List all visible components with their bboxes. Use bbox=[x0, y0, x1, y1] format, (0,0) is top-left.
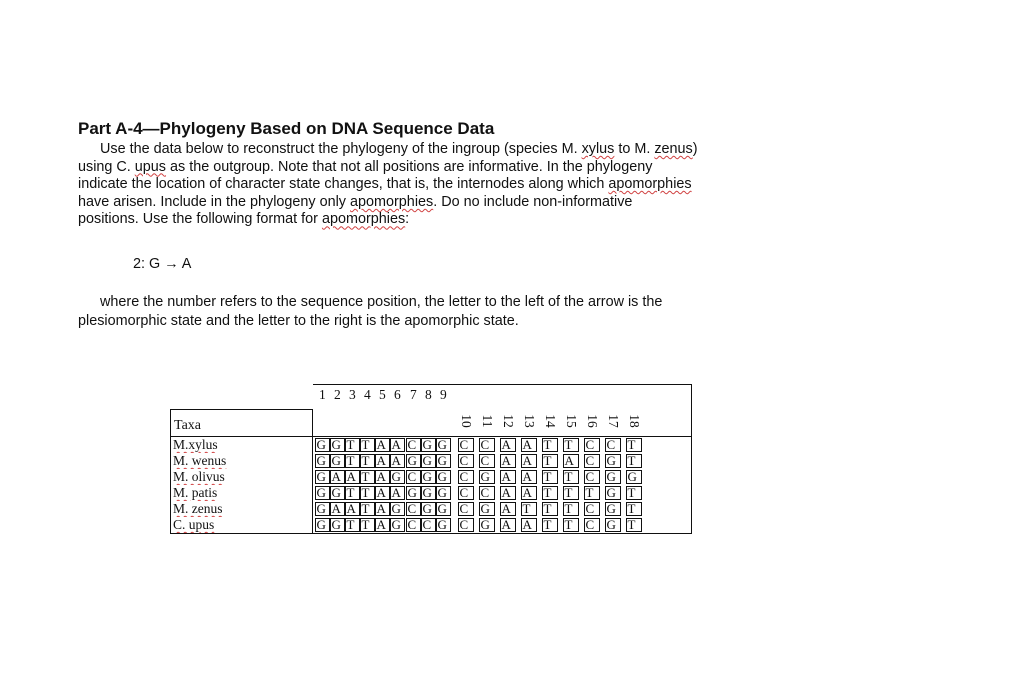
base-cell: G bbox=[390, 470, 405, 484]
base-cell: G bbox=[605, 502, 621, 516]
base-cell: G bbox=[626, 470, 642, 484]
position-number-9: 9 bbox=[440, 387, 447, 402]
base-cell: C bbox=[458, 486, 474, 500]
base-cell: T bbox=[345, 486, 360, 500]
explanation-line-2: plesiomorphic state and the letter to the right is the apomorphic state. bbox=[78, 313, 519, 329]
base-cell: C bbox=[458, 438, 474, 452]
format-example: 2: G → A bbox=[133, 256, 192, 272]
base-cell: C bbox=[406, 518, 421, 532]
base-cell: C bbox=[406, 470, 421, 484]
base-cell: C bbox=[584, 502, 600, 516]
base-cell: G bbox=[406, 486, 421, 500]
base-cell: T bbox=[563, 438, 579, 452]
base-cell: T bbox=[542, 438, 558, 452]
sequence-bases bbox=[313, 437, 692, 453]
taxon-name: C. upus bbox=[171, 517, 313, 533]
base-cell: T bbox=[626, 518, 642, 532]
base-cell: A bbox=[500, 454, 516, 468]
base-cell: T bbox=[542, 486, 558, 500]
base-cell: G bbox=[421, 486, 436, 500]
explanation-line-1: where the number refers to the sequence position, the letter to the left of the arrow is the bbox=[100, 294, 663, 310]
base-cell: T bbox=[521, 502, 537, 516]
base-cell: G bbox=[436, 502, 451, 516]
base-cell: T bbox=[345, 518, 360, 532]
instructions-line-4: have arisen. Include in the phylogeny only apomorphies. Do no include non-informative bbox=[78, 193, 633, 210]
base-cell: G bbox=[315, 502, 330, 516]
base-cell: G bbox=[436, 486, 451, 500]
base-cell: T bbox=[563, 502, 579, 516]
sequence-bases bbox=[313, 485, 692, 501]
base-cell: C bbox=[584, 454, 600, 468]
base-cell: C bbox=[584, 438, 600, 452]
base-cell: T bbox=[626, 438, 642, 452]
base-cell: A bbox=[521, 486, 537, 500]
explanation-paragraph bbox=[78, 293, 838, 331]
position-number-1: 1 bbox=[319, 387, 326, 402]
base-cell: G bbox=[315, 486, 330, 500]
base-cell: A bbox=[521, 518, 537, 532]
instructions-line-2: using C. upus as the outgroup. Note that not all positions are informative. In the phylogeny bbox=[78, 158, 653, 175]
taxon-name: M. wenus bbox=[171, 453, 313, 469]
base-cell: G bbox=[605, 486, 621, 500]
base-cell: C bbox=[406, 502, 421, 516]
position-number-6: 6 bbox=[394, 387, 401, 402]
base-cell: G bbox=[605, 470, 621, 484]
base-cell: A bbox=[563, 454, 579, 468]
base-cell: A bbox=[390, 486, 405, 500]
base-cell: T bbox=[563, 486, 579, 500]
position-number-7: 7 bbox=[410, 387, 417, 402]
taxon-name: M. olivus bbox=[171, 469, 313, 485]
base-cell: T bbox=[360, 438, 375, 452]
base-cell: A bbox=[500, 502, 516, 516]
base-cell: T bbox=[563, 518, 579, 532]
table-row bbox=[171, 469, 691, 485]
base-cell: C bbox=[605, 438, 621, 452]
base-cell: T bbox=[542, 470, 558, 484]
base-cell: G bbox=[436, 438, 451, 452]
base-cell: G bbox=[605, 454, 621, 468]
base-cell: A bbox=[375, 438, 390, 452]
base-cell: T bbox=[542, 502, 558, 516]
taxa-header-label: Taxa bbox=[174, 418, 202, 433]
base-cell: C bbox=[584, 518, 600, 532]
table-row bbox=[171, 453, 691, 469]
base-cell: T bbox=[563, 470, 579, 484]
base-cell: G bbox=[315, 454, 330, 468]
base-cell: G bbox=[421, 502, 436, 516]
base-cell: A bbox=[500, 518, 516, 532]
instructions-line-1: Use the data below to reconstruct the phylogeny of the ingroup (species M. xylus to M. zenus) bbox=[100, 141, 698, 157]
base-cell: G bbox=[406, 454, 421, 468]
base-cell: G bbox=[390, 502, 405, 516]
base-cell: G bbox=[436, 470, 451, 484]
base-cell: A bbox=[521, 470, 537, 484]
base-cell: G bbox=[330, 438, 345, 452]
base-cell: C bbox=[479, 486, 495, 500]
position-number-15: 15 bbox=[563, 414, 579, 428]
base-cell: T bbox=[360, 470, 375, 484]
position-number-18: 18 bbox=[626, 414, 642, 428]
base-cell: T bbox=[345, 454, 360, 468]
position-number-13: 13 bbox=[521, 414, 537, 428]
base-cell: A bbox=[345, 502, 360, 516]
base-cell: C bbox=[458, 470, 474, 484]
base-cell: A bbox=[521, 454, 537, 468]
base-cell: G bbox=[421, 438, 436, 452]
position-number-10: 10 bbox=[458, 414, 474, 428]
base-cell: C bbox=[584, 470, 600, 484]
base-cell: C bbox=[479, 454, 495, 468]
base-cell: G bbox=[479, 502, 495, 516]
base-cell: G bbox=[315, 518, 330, 532]
position-number-4: 4 bbox=[364, 387, 371, 402]
base-cell: A bbox=[500, 486, 516, 500]
base-cell: C bbox=[458, 502, 474, 516]
base-cell: A bbox=[375, 470, 390, 484]
table-row bbox=[171, 437, 691, 453]
base-cell: T bbox=[360, 518, 375, 532]
sequence-bases bbox=[313, 469, 692, 485]
base-cell: T bbox=[584, 486, 600, 500]
sequence-bases bbox=[313, 517, 692, 533]
base-cell: A bbox=[330, 502, 345, 516]
position-number-12: 12 bbox=[500, 414, 516, 428]
instructions-line-3: indicate the location of character state changes, that is, the internodes along which apomorphies bbox=[78, 176, 692, 193]
position-number-2: 2 bbox=[334, 387, 341, 402]
position-number-11: 11 bbox=[479, 414, 495, 428]
base-cell: G bbox=[436, 454, 451, 468]
position-number-3: 3 bbox=[349, 387, 356, 402]
base-cell: G bbox=[330, 454, 345, 468]
base-cell: T bbox=[626, 502, 642, 516]
base-cell: T bbox=[360, 486, 375, 500]
base-cell: T bbox=[360, 454, 375, 468]
base-cell: T bbox=[626, 486, 642, 500]
table-row bbox=[171, 501, 691, 517]
base-cell: G bbox=[436, 518, 451, 532]
base-cell: A bbox=[330, 470, 345, 484]
base-cell: G bbox=[605, 518, 621, 532]
taxa-header-cell bbox=[170, 409, 313, 436]
base-cell: T bbox=[542, 454, 558, 468]
base-cell: G bbox=[330, 486, 345, 500]
base-cell: G bbox=[315, 438, 330, 452]
position-number-14: 14 bbox=[542, 414, 558, 428]
taxon-name: M. patis bbox=[171, 485, 313, 501]
sequence-bases bbox=[313, 501, 692, 517]
base-cell: C bbox=[479, 438, 495, 452]
base-cell: A bbox=[375, 518, 390, 532]
base-cell: A bbox=[390, 438, 405, 452]
position-number-17: 17 bbox=[605, 414, 621, 428]
base-cell: C bbox=[458, 518, 474, 532]
base-cell: C bbox=[458, 454, 474, 468]
section-title: Part A-4—Phylogeny Based on DNA Sequence Data bbox=[78, 119, 495, 138]
base-cell: A bbox=[390, 454, 405, 468]
sequence-table bbox=[170, 384, 692, 534]
base-cell: G bbox=[421, 470, 436, 484]
base-cell: A bbox=[500, 470, 516, 484]
position-number-5: 5 bbox=[379, 387, 386, 402]
base-cell: A bbox=[345, 470, 360, 484]
base-cell: T bbox=[626, 454, 642, 468]
base-cell: G bbox=[479, 518, 495, 532]
position-number-16: 16 bbox=[584, 414, 600, 428]
base-cell: G bbox=[330, 518, 345, 532]
base-cell: T bbox=[360, 502, 375, 516]
base-cell: C bbox=[406, 438, 421, 452]
base-cell: T bbox=[542, 518, 558, 532]
base-cell: G bbox=[315, 470, 330, 484]
base-cell: A bbox=[375, 502, 390, 516]
base-cell: A bbox=[500, 438, 516, 452]
taxon-name: M.xylus bbox=[171, 437, 313, 453]
base-cell: G bbox=[479, 470, 495, 484]
instructions-line-5: positions. Use the following format for apomorphies: bbox=[78, 211, 410, 228]
table-row bbox=[171, 517, 691, 533]
base-cell: G bbox=[421, 454, 436, 468]
base-cell: G bbox=[390, 518, 405, 532]
position-header-cell bbox=[313, 384, 692, 436]
table-row bbox=[171, 485, 691, 501]
sequence-bases bbox=[313, 453, 692, 469]
position-number-8: 8 bbox=[425, 387, 432, 402]
base-cell: T bbox=[345, 438, 360, 452]
base-cell: A bbox=[375, 486, 390, 500]
table-header bbox=[170, 384, 692, 436]
instructions-paragraph bbox=[78, 141, 808, 229]
table-body bbox=[170, 436, 692, 534]
base-cell: A bbox=[375, 454, 390, 468]
taxon-name: M. zenus bbox=[171, 501, 313, 517]
base-cell: C bbox=[421, 518, 436, 532]
base-cell: A bbox=[521, 438, 537, 452]
